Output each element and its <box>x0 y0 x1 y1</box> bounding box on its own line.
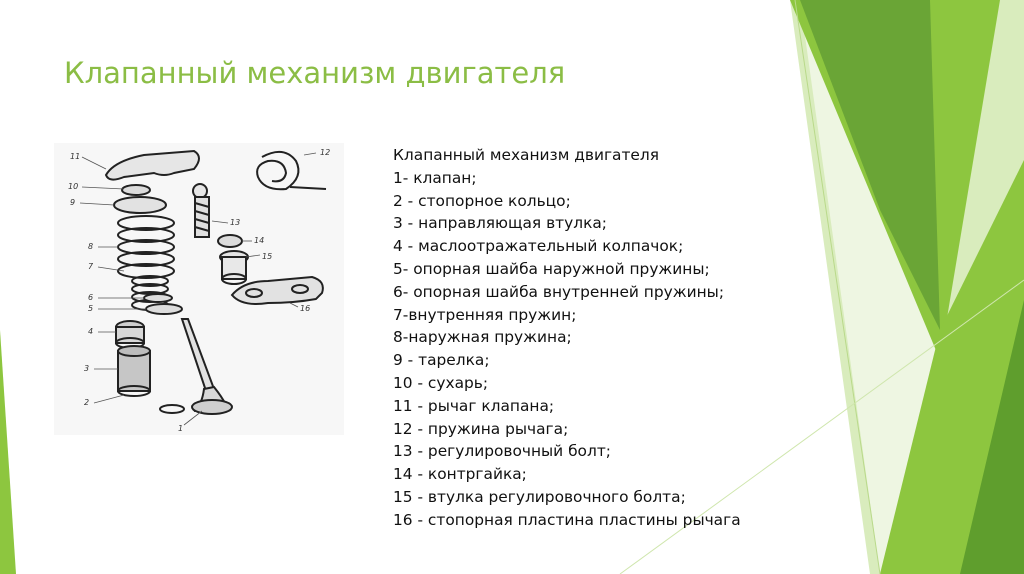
callout-10: 10 <box>68 182 79 191</box>
legend-item: 12 - пружина рычага; <box>393 419 569 438</box>
legend-item: 9 - тарелка; <box>393 351 490 370</box>
parts-legend <box>393 144 793 532</box>
legend-item: 1- клапан; <box>393 168 477 187</box>
callout-13: 13 <box>230 218 241 227</box>
legend-item: 16 - стопорная пластина пластины рычага <box>393 510 741 529</box>
callout-6: 6 <box>88 293 94 302</box>
bolt-bushing <box>220 251 248 284</box>
callout-15: 15 <box>262 252 273 261</box>
callout-2: 2 <box>84 398 90 407</box>
outer-spring-washer <box>146 304 182 314</box>
legend-item: 8-наружная пружина; <box>393 328 572 347</box>
legend-item: 10 - сухарь; <box>393 373 489 392</box>
callout-5: 5 <box>88 304 94 313</box>
legend-item: 5- опорная шайба наружной пружины; <box>393 259 710 278</box>
valve-guide <box>118 346 150 396</box>
legend-item: 7-внутренняя пружин; <box>393 305 577 324</box>
legend-item: 14 - контргайка; <box>393 465 527 484</box>
legend-heading: Клапанный механизм двигателя <box>393 146 659 164</box>
callout-14: 14 <box>254 236 265 245</box>
adjusting-bolt <box>193 184 209 237</box>
inner-spring-washer <box>144 294 172 302</box>
callout-11: 11 <box>70 152 81 161</box>
legend-item: 4 - маслоотражательный колпачок; <box>393 237 684 256</box>
callout-4: 4 <box>88 327 94 336</box>
lock-nut <box>218 235 242 247</box>
callout-16: 16 <box>300 304 311 313</box>
valve-diagram <box>54 143 344 435</box>
legend-item: 13 - регулировочный болт; <box>393 442 611 461</box>
callout-1: 1 <box>178 424 184 433</box>
legend-item: 2 - стопорное кольцо; <box>393 191 571 210</box>
valve-keeper <box>122 185 150 195</box>
callout-3: 3 <box>84 364 90 373</box>
left-green-sliver <box>0 330 16 574</box>
callout-9: 9 <box>70 198 76 207</box>
spring-retainer <box>114 197 166 213</box>
legend-item: 11 - рычаг клапана; <box>393 396 555 415</box>
callout-12: 12 <box>320 148 331 157</box>
legend-item: 6- опорная шайба внутренней пружины; <box>393 282 725 301</box>
slide-title: Клапанный механизм двигателя <box>64 56 566 90</box>
valve-diagram-drawing <box>54 143 344 435</box>
oil-cap <box>116 321 144 348</box>
legend-item: 15 - втулка регулировочного болта; <box>393 487 686 506</box>
callout-7: 7 <box>88 262 94 271</box>
legend-item: 3 - направляющая втулка; <box>393 214 607 233</box>
callout-8: 8 <box>88 242 94 251</box>
